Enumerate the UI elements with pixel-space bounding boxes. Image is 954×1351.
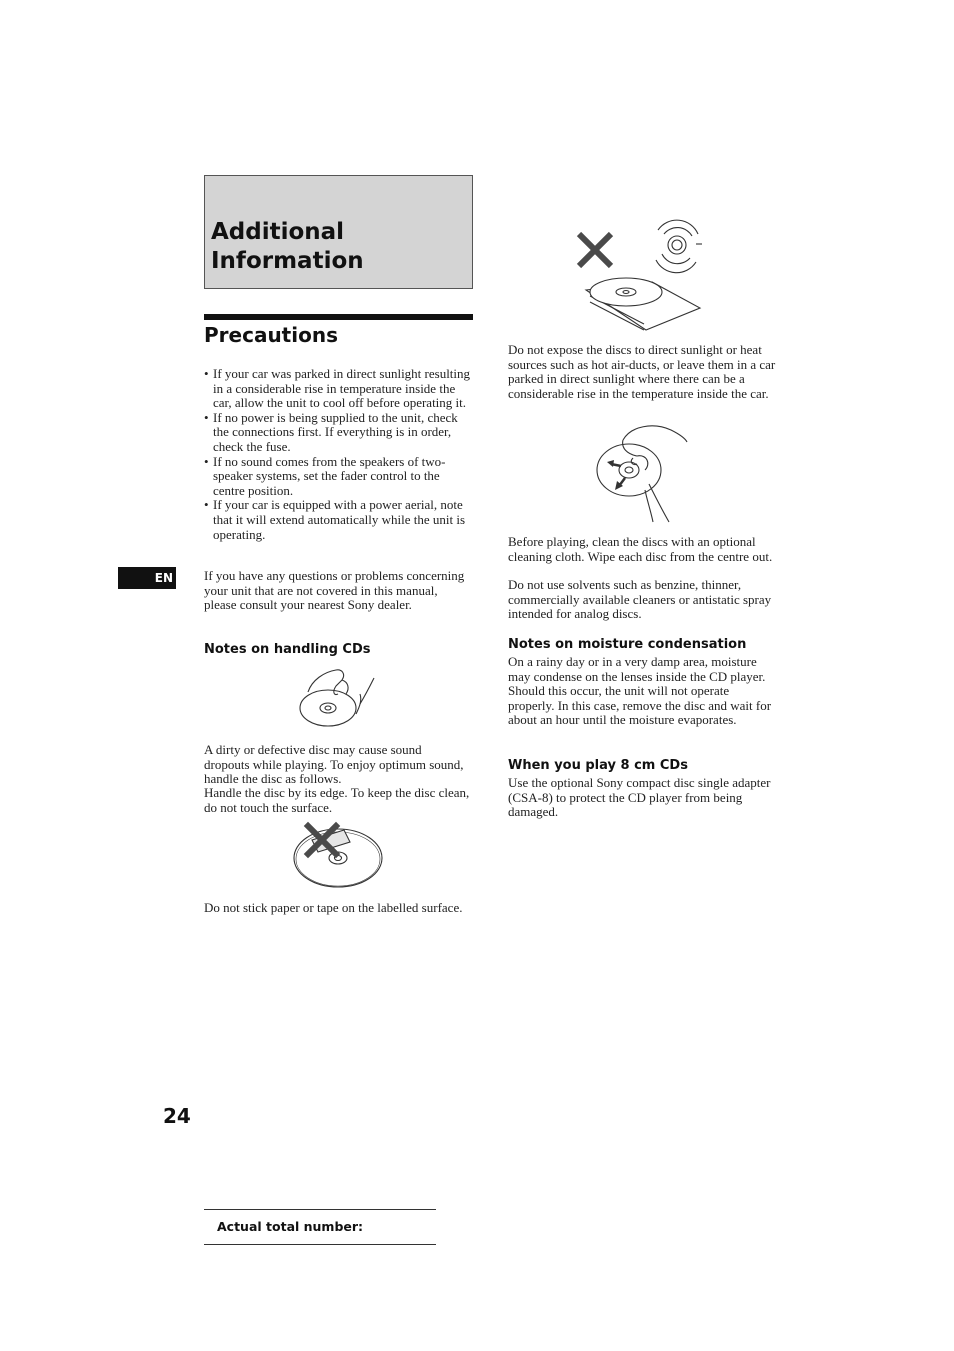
list-item: • If no sound comes from the speakers of two-speaker systems, set the fader control to the centre position. <box>204 455 474 499</box>
list-item: • If your car was parked in direct sunlight resulting in a considerable rise in temperature inside the car, allow the unit to cool off before operating it. <box>204 367 474 411</box>
section-title-line1: Additional <box>211 219 345 245</box>
dealer-note: If you have any questions or problems concerning your unit that are not covered in this manual, please consult your nearest Sony dealer. <box>204 568 465 613</box>
disc-held-by-edge-illustration <box>298 664 378 730</box>
cleaning-text-1: Before playing, clean the discs with an optional cleaning cloth. Wipe each disc from the centre out. <box>508 534 773 564</box>
moisture-heading: Notes on moisture condensation <box>508 637 747 652</box>
no-sunlight-illustration <box>574 224 708 332</box>
moisture-text: On a rainy day or in a very damp area, moisture may condense on the lenses inside the CD player. Should this occur, the unit will not operate properly. In this case, remove the disc and wait for about an hour until the moisture evaporates. <box>508 654 772 728</box>
handling-heading: Notes on handling CDs <box>204 642 371 657</box>
section-title-line2: Information <box>211 248 364 274</box>
list-item: • If your car is equipped with a power aerial, note that it will extend automatically while the unit is operating. <box>204 498 474 542</box>
total-number-box <box>204 1209 436 1245</box>
section-title <box>211 218 364 276</box>
language-tab: EN <box>118 567 176 589</box>
cleaning-text-2: Do not use solvents such as benzine, thinner, commercially available cleaners or antistatic spray intended for analog discs. <box>508 577 772 622</box>
precautions-heading: Precautions <box>204 323 338 347</box>
handling-paragraph-3: Do not stick paper or tape on the labelled surface. <box>204 900 463 915</box>
page-number: 24 <box>163 1104 191 1128</box>
precautions-list <box>204 367 474 542</box>
handling-paragraph-2: Handle the disc by its edge. To keep the disc clean, do not touch the surface. <box>204 785 470 815</box>
sunlight-text: Do not expose the discs to direct sunlight or heat sources such as hot air-ducts, or leave them in a car parked in direct sunlight where there can be a considerable rise in the temperature inside the car. <box>508 342 776 401</box>
total-number-label: Actual total number: <box>217 1219 364 1234</box>
small-cd-heading: When you play 8 cm CDs <box>508 758 688 773</box>
handling-paragraph-1: A dirty or defective disc may cause sound dropouts while playing. To enjoy optimum sound, handle the disc as follows. <box>204 742 464 787</box>
disc-cleaning-illustration <box>595 420 691 524</box>
disc-no-tape-illustration <box>292 822 386 890</box>
small-cd-text: Use the optional Sony compact disc single adapter (CSA-8) to protect the CD player from being damaged. <box>508 775 771 820</box>
list-item: • If no power is being supplied to the unit, check the connections first. If everything is in order, check the fuse. <box>204 411 474 455</box>
heading-rule <box>204 314 473 320</box>
